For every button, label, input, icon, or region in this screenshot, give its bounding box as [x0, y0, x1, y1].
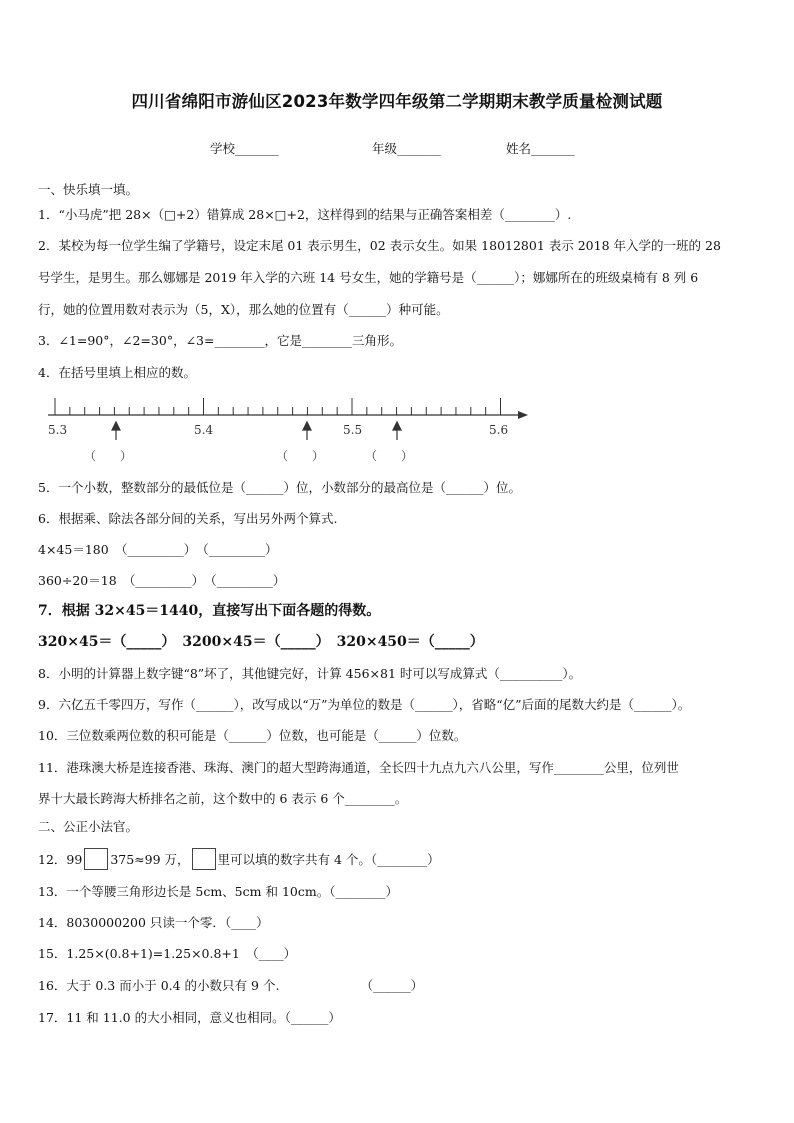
question-12-part-b: 375≈99 万，: [110, 852, 190, 867]
numberline-blank-2[interactable]: （ ）: [276, 449, 325, 463]
numberline-label-5-4: 5.4: [194, 423, 214, 437]
question-7-a: 320×45＝（_____） 3200×45＝（_____） 320×450＝（_____）: [38, 634, 484, 650]
numberline-blank-1[interactable]: （ ）: [84, 449, 133, 463]
question-15: 15．1.25×(0.8+1)=1.25×0.8+1 （____）: [38, 946, 297, 961]
question-12-part-a: 12．99: [38, 852, 83, 867]
question-6-a: 4×45＝180 （_________） （_________）: [38, 542, 278, 557]
question-2-line-1: 2．某校为每一位学生编了学籍号，设定末尾 01 表示男生，02 表示女生。如果 18012801 表示 2018 年入学的一班的 28: [38, 238, 721, 253]
question-4: 4．在括号里填上相应的数。: [38, 365, 196, 380]
school-field[interactable]: 学校_______: [210, 141, 279, 156]
question-10: 10．三位数乘两位数的积可能是（______）位数，也可能是（______）位数。: [38, 728, 467, 743]
numberline-blank-3[interactable]: （ ）: [365, 449, 414, 463]
section-2-heading: 二、公正小法官。: [38, 819, 139, 834]
grade-field[interactable]: 年级_______: [372, 141, 441, 156]
question-11-line-2: 界十大最长跨海大桥排名之前，这个数中的 6 表示 6 个________。: [38, 791, 408, 806]
numberline-label-5-6: 5.6: [489, 423, 509, 437]
numberline-label-5-5: 5.5: [343, 423, 363, 437]
question-5: 5．一个小数，整数部分的最低位是（______）位，小数部分的最高位是（______）位。: [38, 480, 521, 495]
question-3: 3．∠1=90°，∠2=30°，∠3=________，它是________三角形。: [38, 333, 402, 348]
question-13: 13．一个等腰三角形边长是 5cm、5cm 和 10cm。（________）: [38, 884, 398, 899]
number-line: [0, 390, 794, 470]
question-12: [38, 848, 440, 870]
question-16: 16．大于 0.3 而小于 0.4 的小数只有 9 个. （______）: [38, 978, 424, 993]
numberline-label-5-3: 5.3: [48, 423, 68, 437]
question-12-part-c: 里可以填的数字共有 4 个。（________）: [217, 852, 440, 867]
question-17: 17．11 和 11.0 的大小相同，意义也相同。（______）: [38, 1010, 341, 1025]
answer-box-2[interactable]: [192, 848, 216, 870]
question-2-line-3: 行，她的位置用数对表示为（5，X），那么她的位置有（______）种可能。: [38, 302, 449, 317]
page-title: 四川省绵阳市游仙区2023年数学四年级第二学期期末教学质量检测试题: [131, 92, 663, 111]
question-1: 1．“小马虎”把 28×（□+2）错算成 28×□+2，这样得到的结果与正确答案相差（________）.: [38, 207, 572, 222]
question-6-b: 360÷20＝18 （_________） （_________）: [38, 573, 286, 588]
question-9: 9．六亿五千零四万，写作（______），改写成以“万”为单位的数是（______），省略“亿”后面的尾数大约是（______）。: [38, 697, 691, 712]
question-2-line-2: 号学生，是男生。那么娜娜是 2019 年入学的六班 14 号女生，她的学籍号是（______）；娜娜所在的班级桌椅有 8 列 6: [38, 270, 699, 285]
question-8: 8．小明的计算器上数字键“8”坏了，其他键完好，计算 456×81 时可以写成算式（__________）。: [38, 666, 582, 681]
question-11-line-1: 11．港珠澳大桥是连接香港、珠海、澳门的超大型跨海通道，全长四十九点九六八公里，写作________公里，位列世: [38, 760, 679, 775]
name-field[interactable]: 姓名_______: [506, 141, 575, 156]
answer-box-1[interactable]: [84, 848, 108, 870]
question-7: 7．根据 32×45＝1440，直接写出下面各题的得数。: [38, 603, 381, 619]
question-6: 6．根据乘、除法各部分间的关系，写出另外两个算式.: [38, 511, 338, 526]
question-14: 14．8030000200 只读一个零．（____）: [38, 915, 269, 930]
section-1-heading: 一、快乐填一填。: [38, 182, 139, 197]
